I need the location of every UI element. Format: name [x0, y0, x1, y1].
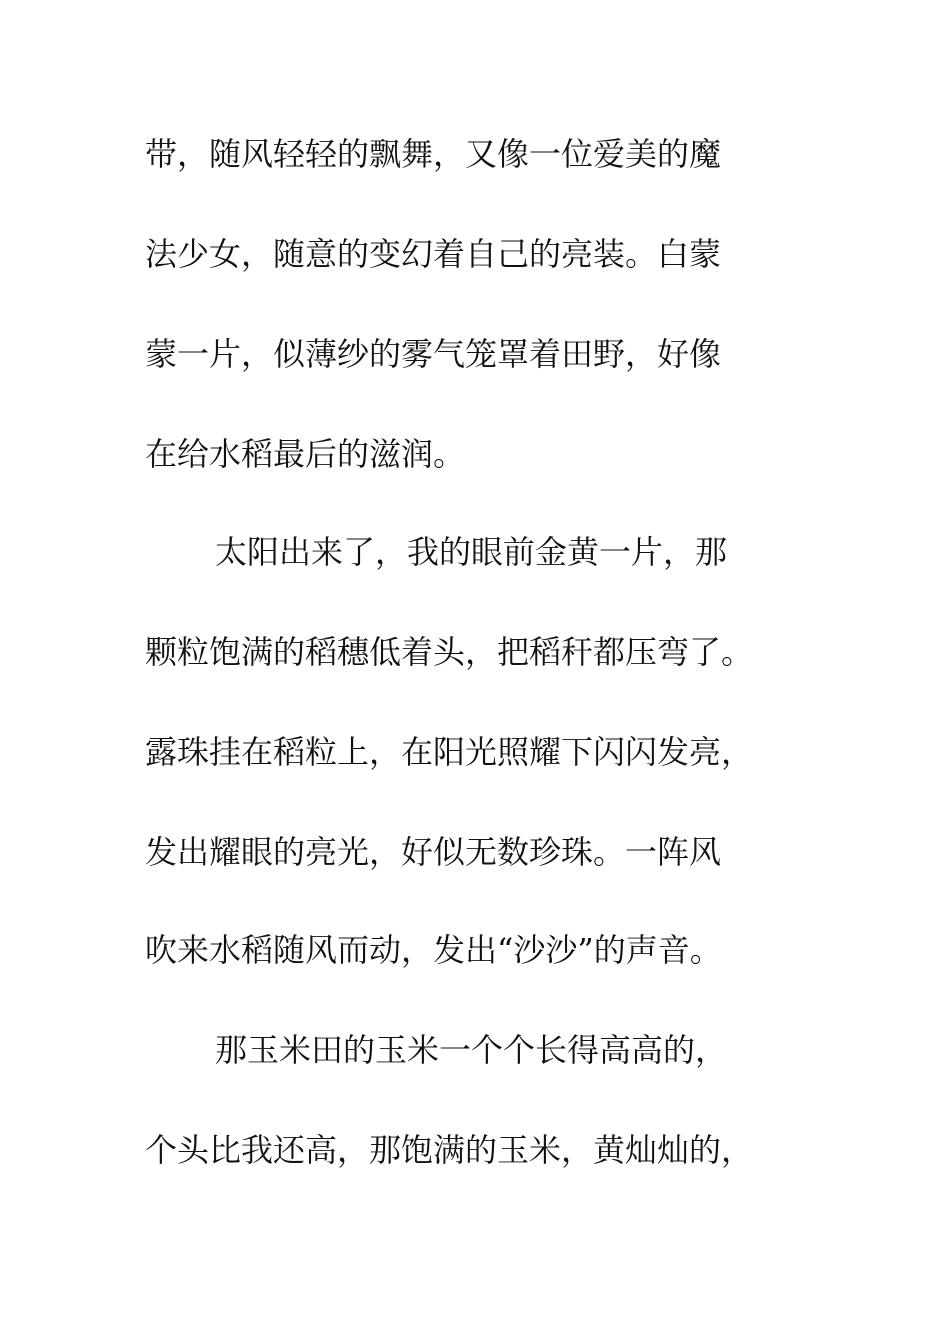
text-line: 发出耀眼的亮光，好似无数珍珠。一阵风	[145, 833, 722, 871]
paragraph-first-line: 太阳出来了，我的眼前金黄一片，那	[215, 533, 728, 571]
text-line: 颗粒饱满的稻穗低着头，把稻秆都压弯了。	[145, 633, 754, 671]
text-line: 吹来水稻随风而动，发出“沙沙”的声音。	[145, 931, 722, 969]
paragraph-first-line: 那玉米田的玉米一个个长得高高的，	[215, 1031, 728, 1069]
text-line: 在给水稻最后的滋润。	[145, 435, 466, 473]
text-line: 个头比我还高，那饱满的玉米，黄灿灿的，	[145, 1131, 754, 1169]
text-line: 蒙一片，似薄纱的雾气笼罩着田野，好像	[145, 335, 722, 373]
text-line: 法少女，随意的变幻着自己的亮装。白蒙	[145, 235, 722, 273]
text-line: 露珠挂在稻粒上，在阳光照耀下闪闪发亮，	[145, 733, 754, 771]
text-line: 带，随风轻轻的飘舞，又像一位爱美的魔	[145, 135, 722, 173]
